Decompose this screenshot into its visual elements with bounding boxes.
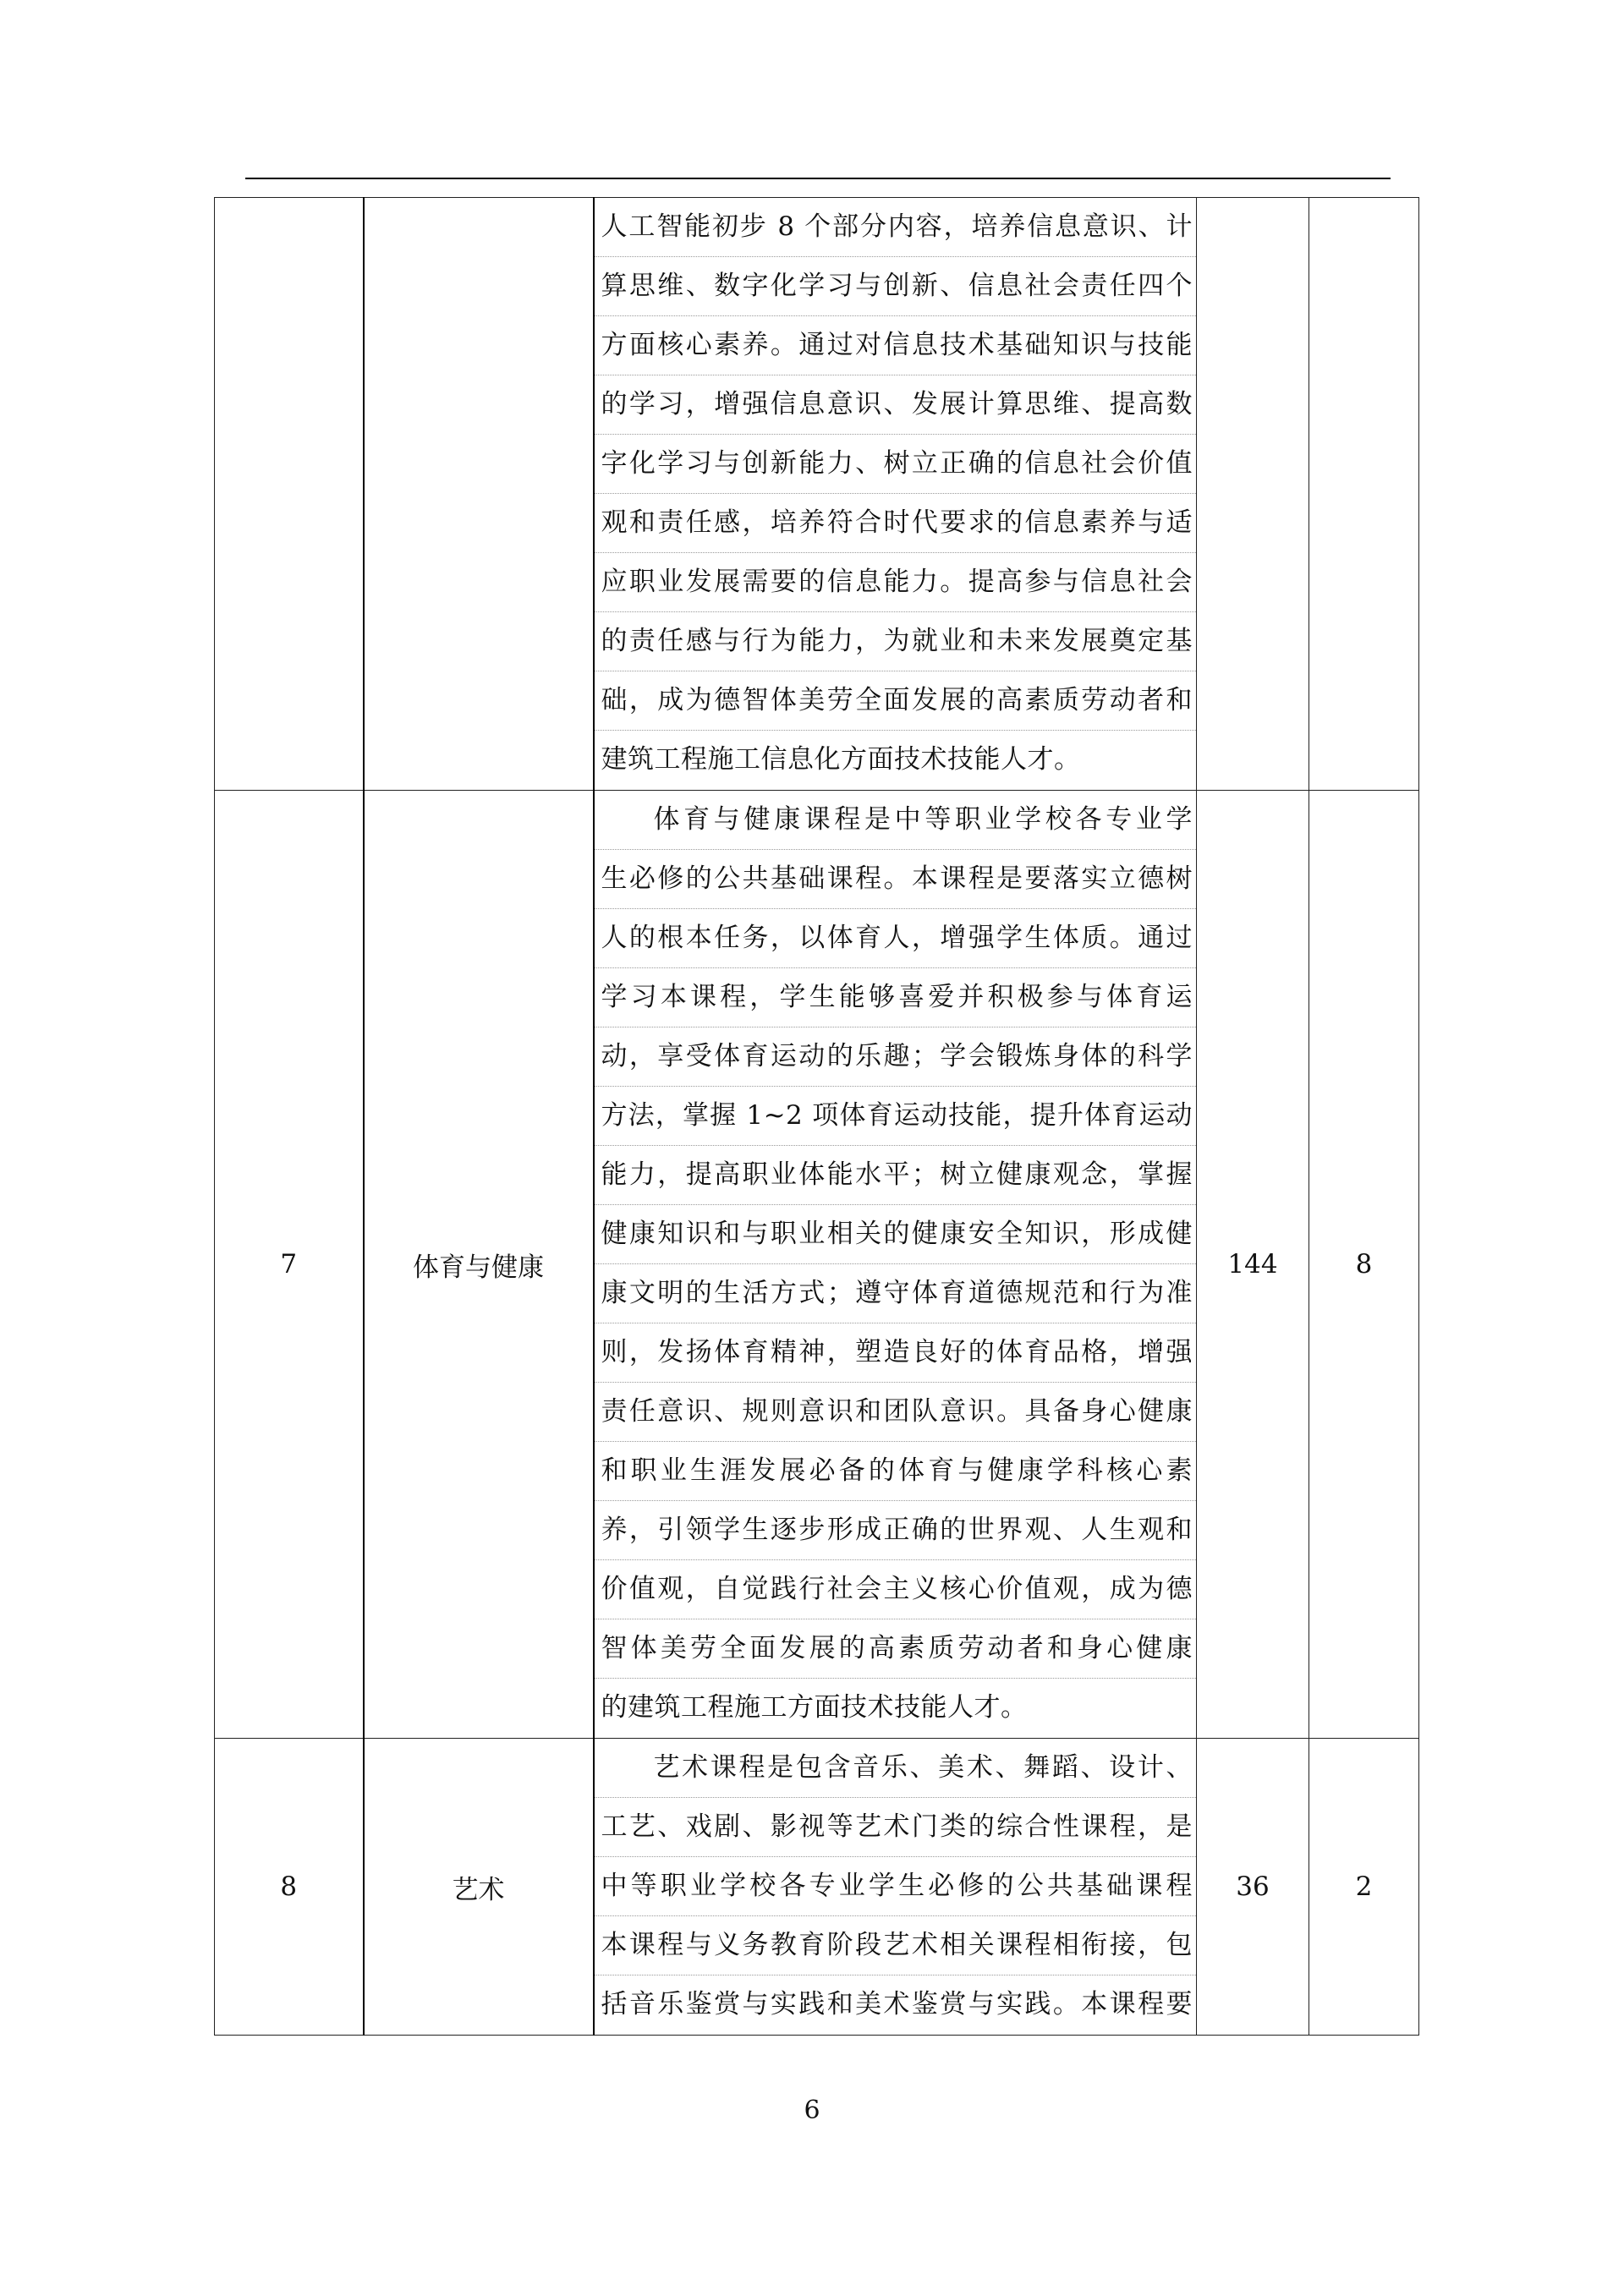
description-line: 方面核心素养。通过对信息技术基础知识与技能 xyxy=(595,316,1197,375)
course-number-cell: 7 xyxy=(215,791,364,1739)
description-line: 本课程与义务教育阶段艺术相关课程相衔接，包 xyxy=(595,1916,1197,1975)
description-line: 算思维、数字化学习与创新、信息社会责任四个 xyxy=(595,257,1197,316)
description-line: 健康知识和与职业相关的健康安全知识，形成健 xyxy=(595,1205,1197,1264)
description-line: 中等职业学校各专业学生必修的公共基础课程 xyxy=(595,1857,1197,1916)
course-number-cell: 8 xyxy=(215,1739,364,2036)
description-line: 智体美劳全面发展的高素质劳动者和身心健康 xyxy=(595,1619,1197,1679)
course-hours-cell: 144 xyxy=(1197,791,1309,1739)
course-number-cell xyxy=(215,198,364,791)
description-line: 能力，提高职业体能水平；树立健康观念，掌握 xyxy=(595,1146,1197,1205)
description-line: 字化学习与创新能力、树立正确的信息社会价值 xyxy=(595,435,1197,494)
course-name-cell: 艺术 xyxy=(364,1739,594,2036)
description-line: 学习本课程，学生能够喜爱并积极参与体育运 xyxy=(595,968,1197,1027)
description-line: 的学习，增强信息意识、发展计算思维、提高数 xyxy=(595,375,1197,435)
course-credits-cell: 2 xyxy=(1309,1739,1419,2036)
page-number: 6 xyxy=(804,2096,820,2125)
description-line: 和职业生涯发展必备的体育与健康学科核心素 xyxy=(595,1442,1197,1501)
description-line: 康文明的生活方式；遵守体育道德规范和行为准 xyxy=(595,1264,1197,1323)
description-line: 础，成为德智体美劳全面发展的高素质劳动者和 xyxy=(595,671,1197,731)
description-line: 人的根本任务，以体育人，增强学生体质。通过 xyxy=(595,909,1197,968)
course-hours-cell: 36 xyxy=(1197,1739,1309,2036)
course-description-cell xyxy=(594,791,1197,1739)
description-line: 责任意识、规则意识和团队意识。具备身心健康 xyxy=(595,1383,1197,1442)
table-row xyxy=(215,791,1419,1739)
table-row xyxy=(215,198,1419,791)
description-line: 方法，掌握 1~2 项体育运动技能，提升体育运动 xyxy=(595,1087,1197,1146)
course-description-cell xyxy=(594,1739,1197,2036)
description-line: 建筑工程施工信息化方面技术技能人才。 xyxy=(601,744,1081,775)
description-line: 人工智能初步 8 个部分内容，培养信息意识、计 xyxy=(595,198,1197,257)
description-line: 的责任感与行为能力，为就业和未来发展奠定基 xyxy=(595,612,1197,671)
course-name-cell xyxy=(364,198,594,791)
course-credits-cell xyxy=(1309,198,1419,791)
description-line: 应职业发展需要的信息能力。提高参与信息社会 xyxy=(595,553,1197,612)
description-line: 则，发扬体育精神，塑造良好的体育品格，增强 xyxy=(595,1323,1197,1383)
description-line: 的建筑工程施工方面技术技能人才。 xyxy=(601,1692,1028,1723)
course-description-cell xyxy=(594,198,1197,791)
description-line: 工艺、戏剧、影视等艺术门类的综合性课程，是 xyxy=(595,1798,1197,1857)
description-line: 艺术课程是包含音乐、美术、舞蹈、设计、 xyxy=(595,1739,1197,1798)
header-rule xyxy=(245,178,1391,179)
description-line: 动，享受体育运动的乐趣；学会锻炼身体的科学 xyxy=(595,1027,1197,1087)
description-line: 生必修的公共基础课程。本课程是要落实立德树 xyxy=(595,850,1197,909)
course-table xyxy=(214,197,1419,2036)
description-line: 养，引领学生逐步形成正确的世界观、人生观和 xyxy=(595,1501,1197,1560)
course-name-cell: 体育与健康 xyxy=(364,791,594,1739)
description-line: 体育与健康课程是中等职业学校各专业学 xyxy=(595,791,1197,850)
description-line: 价值观，自觉践行社会主义核心价值观，成为德 xyxy=(595,1560,1197,1619)
course-hours-cell xyxy=(1197,198,1309,791)
description-line: 括音乐鉴赏与实践和美术鉴赏与实践。本课程要 xyxy=(601,1989,1193,2019)
course-credits-cell: 8 xyxy=(1309,791,1419,1739)
description-line: 观和责任感，培养符合时代要求的信息素养与适 xyxy=(595,494,1197,553)
table-row xyxy=(215,1739,1419,2036)
